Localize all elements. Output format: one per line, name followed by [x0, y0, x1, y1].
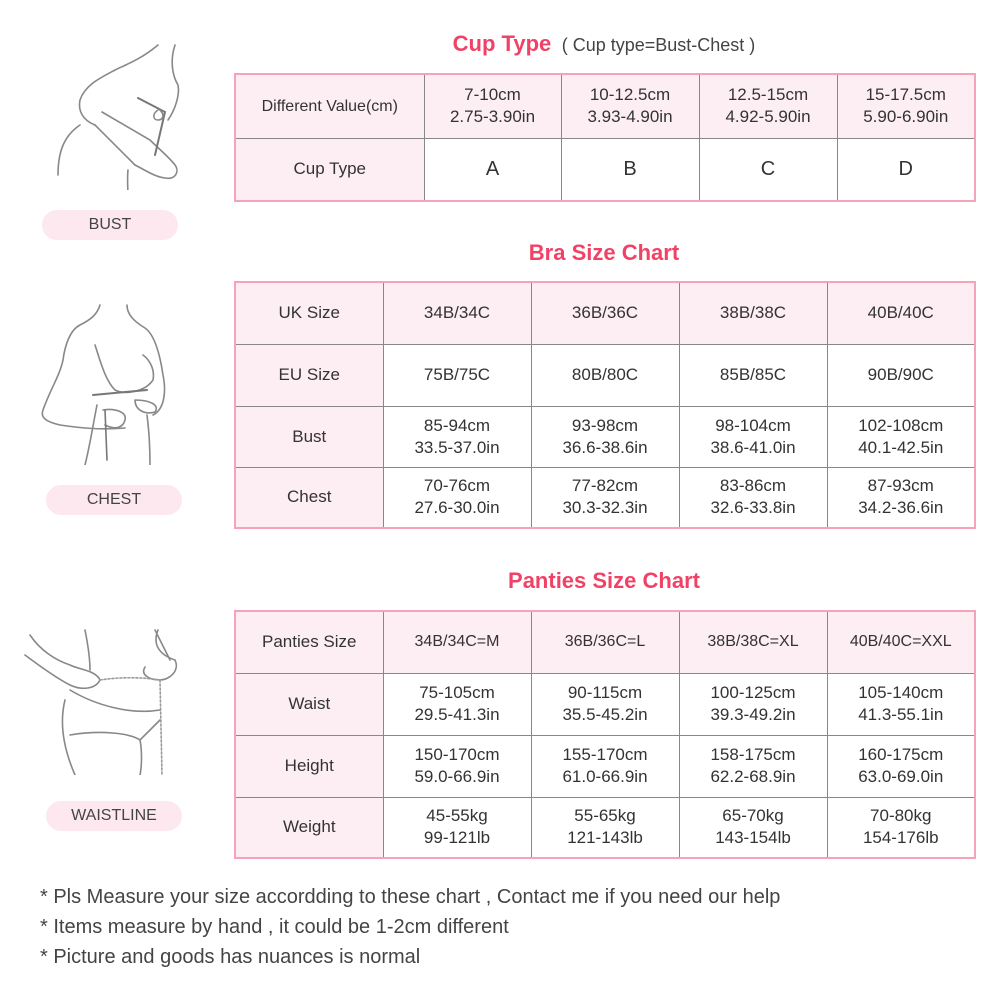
table-cell: 38B/38C	[679, 282, 827, 344]
table-cell: 15-17.5cm 5.90-6.90in	[837, 74, 975, 138]
row-label: UK Size	[235, 282, 383, 344]
table-cell: 36B/36C	[531, 282, 679, 344]
table-cell: 40B/40C	[827, 282, 975, 344]
table-cell: 75-105cm 29.5-41.3in	[383, 673, 531, 735]
note-line: * Picture and goods has nuances is normal	[40, 946, 421, 968]
table-cell: 90-115cm 35.5-45.2in	[531, 673, 679, 735]
table-cell: 150-170cm 59.0-66.9in	[383, 735, 531, 797]
table-cell: 10-12.5cm 3.93-4.90in	[561, 74, 699, 138]
row-label: Weight	[235, 797, 383, 858]
chest-measure-illustration-icon	[35, 300, 185, 465]
table-cell: 90B/90C	[827, 344, 975, 406]
table-cell: 55-65kg 121-143lb	[531, 797, 679, 858]
panties-size-title: Panties Size Chart	[508, 568, 700, 593]
table-cell: 34B/34C	[383, 282, 531, 344]
table-row	[235, 611, 975, 673]
panties-size-heading	[234, 568, 974, 594]
table-row	[235, 735, 975, 797]
table-row	[235, 282, 975, 344]
chest-label-pill: CHEST	[46, 485, 182, 515]
bust-label-pill: BUST	[42, 210, 178, 240]
note-line: * Pls Measure your size accordding to these chart , Contact me if you need our help	[40, 886, 781, 908]
row-label: Panties Size	[235, 611, 383, 673]
row-label: Bust	[235, 406, 383, 467]
table-cell: 75B/75C	[383, 344, 531, 406]
panties-size-table	[234, 610, 976, 859]
row-label: Cup Type	[235, 138, 424, 201]
note-line: * Items measure by hand , it could be 1-2cm different	[40, 916, 509, 938]
table-cell: 85B/85C	[679, 344, 827, 406]
table-row	[235, 406, 975, 467]
table-cell: 155-170cm 61.0-66.9in	[531, 735, 679, 797]
table-cell: 38B/38C=XL	[679, 611, 827, 673]
table-cell: 12.5-15cm 4.92-5.90in	[699, 74, 837, 138]
table-row	[235, 344, 975, 406]
row-label: EU Size	[235, 344, 383, 406]
table-row	[235, 797, 975, 858]
waist-measure-illustration-icon	[20, 625, 195, 775]
table-cell: 98-104cm 38.6-41.0in	[679, 406, 827, 467]
table-cell: 80B/80C	[531, 344, 679, 406]
table-cell: A	[424, 138, 561, 201]
table-cell: 105-140cm 41.3-55.1in	[827, 673, 975, 735]
table-cell: 93-98cm 36.6-38.6in	[531, 406, 679, 467]
table-cell: 45-55kg 99-121lb	[383, 797, 531, 858]
table-cell: D	[837, 138, 975, 201]
table-cell: 158-175cm 62.2-68.9in	[679, 735, 827, 797]
table-cell: 40B/40C=XXL	[827, 611, 975, 673]
table-cell: 7-10cm 2.75-3.90in	[424, 74, 561, 138]
cup-type-table	[234, 73, 976, 202]
table-cell: 70-76cm 27.6-30.0in	[383, 467, 531, 528]
waistline-label-pill: WAISTLINE	[46, 801, 182, 831]
table-row	[235, 74, 975, 138]
table-row	[235, 138, 975, 201]
cup-type-heading	[234, 31, 974, 57]
table-cell: 100-125cm 39.3-49.2in	[679, 673, 827, 735]
bra-size-heading	[234, 240, 974, 266]
table-cell: C	[699, 138, 837, 201]
table-cell: 85-94cm 33.5-37.0in	[383, 406, 531, 467]
row-label: Height	[235, 735, 383, 797]
table-cell: 83-86cm 32.6-33.8in	[679, 467, 827, 528]
cup-type-title: Cup Type	[452, 31, 552, 56]
table-row	[235, 673, 975, 735]
table-cell: 77-82cm 30.3-32.3in	[531, 467, 679, 528]
bra-size-table	[234, 281, 976, 529]
notes	[40, 882, 780, 972]
table-cell: 102-108cm 40.1-42.5in	[827, 406, 975, 467]
bra-size-title: Bra Size Chart	[528, 240, 680, 265]
table-cell: 34B/34C=M	[383, 611, 531, 673]
row-label: Waist	[235, 673, 383, 735]
table-row	[235, 467, 975, 528]
table-cell: 36B/36C=L	[531, 611, 679, 673]
table-cell: 65-70kg 143-154lb	[679, 797, 827, 858]
row-label: Different Value(cm)	[235, 74, 424, 138]
table-cell: 70-80kg 154-176lb	[827, 797, 975, 858]
cup-type-subtitle: ( Cup type=Bust-Chest )	[561, 35, 756, 55]
row-label: Chest	[235, 467, 383, 528]
bust-measure-illustration-icon	[30, 40, 190, 190]
table-cell: 160-175cm 63.0-69.0in	[827, 735, 975, 797]
table-cell: B	[561, 138, 699, 201]
table-cell: 87-93cm 34.2-36.6in	[827, 467, 975, 528]
